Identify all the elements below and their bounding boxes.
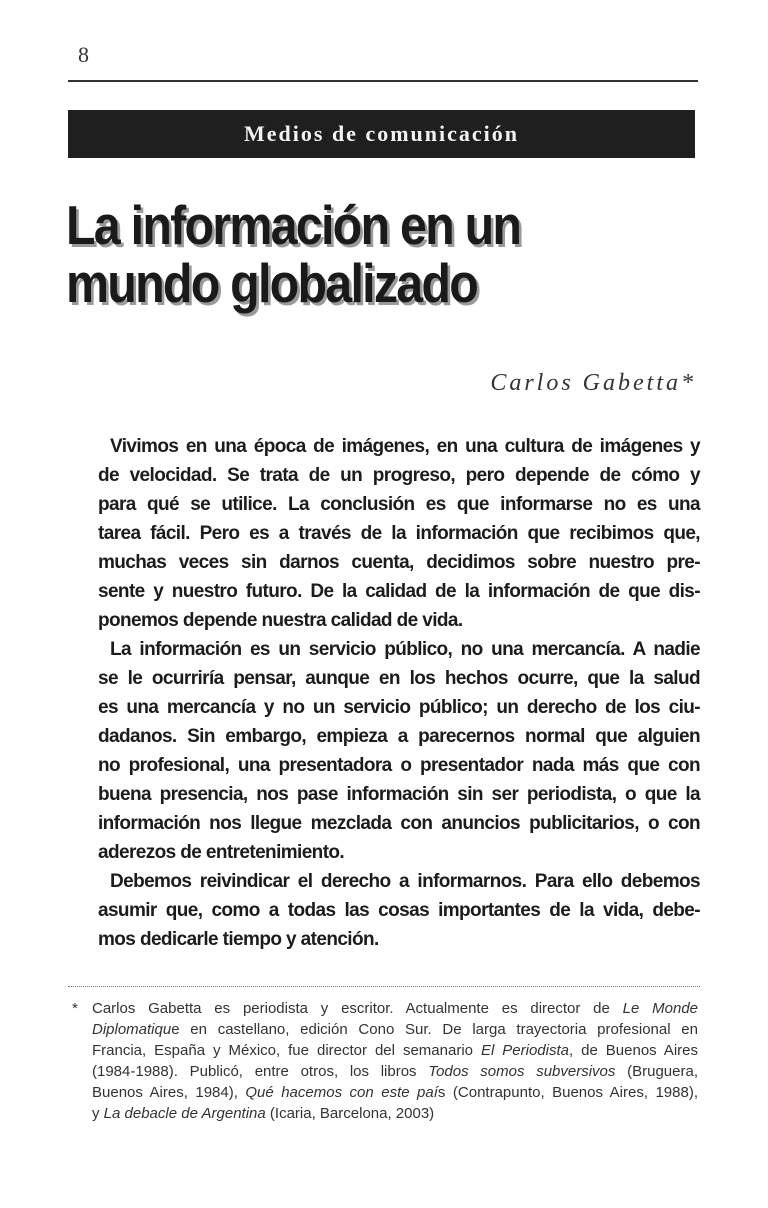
body-line: es una mercancía y no un servicio público; un derecho de los ciu- [98, 697, 700, 718]
footnote-italic: El Periodista [480, 1042, 569, 1059]
footnote-italic: Le Monde [622, 1000, 698, 1017]
footnote-line [92, 1082, 698, 1103]
body-line: dadanos. Sin embargo, empieza a parecernos normal que alguien [98, 726, 700, 747]
body-line: se le ocurriría pensar, aunque en los hechos ocurre, que la salud [98, 668, 700, 689]
footnote-segment: (Icaria, Barcelona, 2003) [265, 1105, 435, 1122]
body-line: ponemos depende nuestra calidad de vida. [98, 610, 463, 631]
footnote-text [92, 998, 698, 1124]
paragraph-3 [98, 867, 700, 954]
header-rule [68, 80, 698, 82]
article-body [98, 432, 700, 954]
body-line: no profesional, una presentadora o presentador nada más que con [98, 755, 700, 776]
footnote-line [92, 1061, 698, 1082]
body-line: de velocidad. Se trata de un progreso, pero depende de cómo y [98, 465, 700, 486]
title-line-2: mundo globalizado [66, 252, 478, 314]
footnote-line [92, 998, 698, 1019]
body-line: asumir que, como a todas las cosas importantes de la vida, debe- [98, 900, 700, 921]
body-line: información nos llegue mezclada con anuncios publicitarios, o con [98, 813, 700, 834]
footnote-segment: (Bruguera, [615, 1063, 698, 1080]
body-line: muchas veces sin darnos cuenta, decidimos sobre nuestro pre- [98, 552, 700, 573]
body-line: La información es un servicio público, no una mercancía. A nadie [110, 639, 700, 660]
footnote-italic: Todos somos subversivos [428, 1063, 616, 1080]
footnote-segment: (1984-1988). Publicó, entre otros, los libros [92, 1063, 429, 1080]
footnote-line [92, 1019, 698, 1040]
body-line: mos dedicarle tiempo y atención. [98, 929, 379, 950]
footnote-segment: Francia, España y México, fue director del semanario [92, 1042, 481, 1059]
title-line-1: La información en un [66, 194, 521, 256]
footnote-italic: Diplomatiqu [92, 1021, 172, 1038]
body-line: Vivimos en una época de imágenes, en una cultura de imágenes y [110, 436, 700, 457]
footnote-segment: e en castellano, edición Cono Sur. De larga trayectoria profesional en [171, 1021, 698, 1038]
footnote-marker: * [72, 1000, 78, 1017]
footnote-divider [68, 986, 700, 987]
body-line: para qué se utilice. La conclusión es que informarse no es una [98, 494, 700, 515]
footnote-segment: Buenos Aires, 1984), [92, 1084, 246, 1101]
footnote-segment: y [92, 1105, 104, 1122]
footnote-line [92, 1040, 698, 1061]
body-line: tarea fácil. Pero es a través de la información que recibimos que, [98, 523, 700, 544]
article-title [66, 196, 629, 312]
footnote-segment: Carlos Gabetta es periodista y escritor. Actualmente es director de [92, 1000, 623, 1017]
body-line: Debemos reivindicar el derecho a informarnos. Para ello debemos [110, 871, 700, 892]
footnote-italic: La debacle de Argentina [103, 1105, 266, 1122]
body-line: sente y nuestro futuro. De la calidad de la información de que dis- [98, 581, 700, 602]
footnote-segment: s (Contrapunto, Buenos Aires, 1988), [437, 1084, 698, 1101]
section-title: Medios de comunicación [244, 121, 519, 146]
footnote-segment: , de Buenos Aires [568, 1042, 698, 1059]
page-number: 8 [78, 42, 89, 67]
section-banner [68, 110, 695, 158]
paragraph-2 [98, 635, 700, 867]
footnote-italic: Qué hacemos con este paí [245, 1084, 438, 1101]
body-line: buena presencia, nos pase información sin ser periodista, o que la [98, 784, 700, 805]
footnote-line [92, 1103, 698, 1124]
author-name: Carlos Gabetta* [490, 370, 696, 396]
paragraph-1 [98, 432, 700, 635]
body-line: aderezos de entretenimiento. [98, 842, 345, 863]
